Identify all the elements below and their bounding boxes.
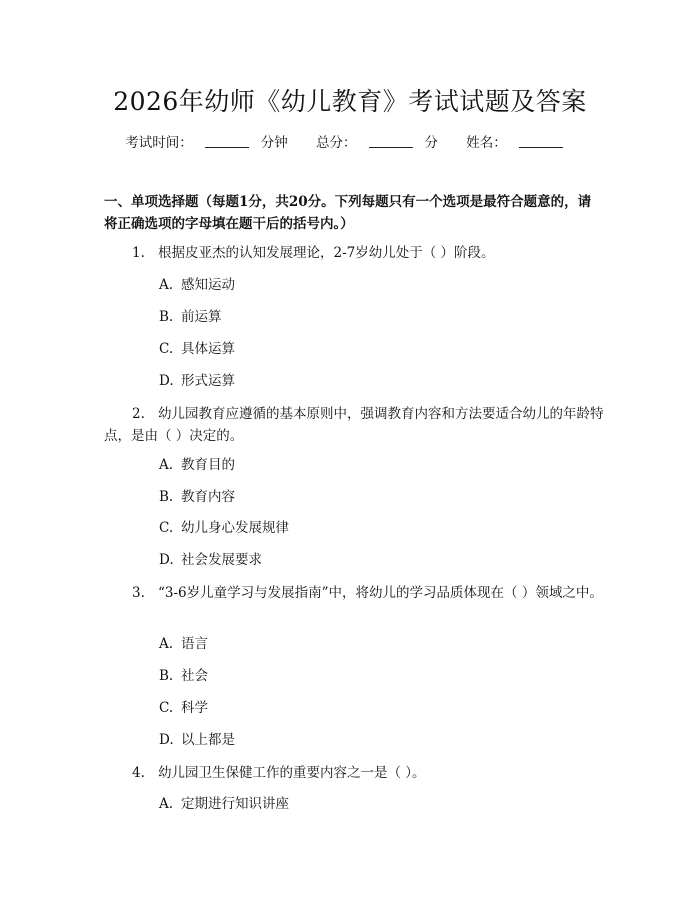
exam-time-blank[interactable] — [205, 134, 249, 148]
question-number: 1. — [132, 245, 145, 261]
option-3b — [159, 666, 208, 686]
exam-name — [466, 131, 575, 151]
page-title: 2026年幼师《幼儿教育》考试试题及答案 — [113, 87, 587, 116]
option-text: 前运算 — [181, 309, 222, 325]
question-text: 幼儿园卫生保健工作的重要内容之一是（ ）。 — [158, 765, 426, 781]
option-text: 教育目的 — [181, 457, 235, 473]
option-1c — [159, 339, 235, 359]
option-text: 感知运动 — [181, 277, 235, 293]
option-text: 科学 — [181, 700, 208, 716]
option-letter: C. — [159, 520, 174, 536]
option-text: 教育内容 — [181, 489, 235, 505]
question-2 — [104, 403, 604, 447]
exam-score — [316, 131, 438, 151]
option-3d — [159, 730, 235, 750]
option-letter: A. — [159, 636, 174, 652]
option-letter: A. — [159, 277, 174, 293]
exam-time-label: 考试时间： — [125, 135, 193, 151]
option-1b — [159, 307, 222, 327]
question-4 — [104, 762, 604, 784]
option-4a — [159, 794, 289, 814]
exam-score-blank[interactable] — [369, 134, 413, 148]
exam-score-label: 总分： — [316, 135, 357, 151]
exam-name-blank[interactable] — [519, 134, 563, 148]
option-3a — [159, 634, 208, 654]
option-letter: A. — [159, 796, 174, 812]
question-text: 幼儿园教育应遵循的基本原则中，强调教育内容和方法要适合幼儿的年龄特点，是由（ ）决定的。 — [104, 406, 604, 444]
option-2b — [159, 487, 235, 507]
question-1 — [104, 242, 604, 264]
option-letter: C. — [159, 341, 174, 357]
option-letter: B. — [159, 668, 174, 684]
option-2c — [159, 518, 289, 538]
option-text: 定期进行知识讲座 — [181, 796, 289, 812]
option-letter: B. — [159, 309, 174, 325]
option-letter: D. — [159, 552, 174, 568]
option-text: 具体运算 — [181, 341, 235, 357]
option-letter: A. — [159, 457, 174, 473]
option-letter: D. — [159, 373, 174, 389]
option-text: 社会 — [181, 668, 208, 684]
exam-time-unit: 分钟 — [260, 135, 288, 151]
question-text: “3-6岁儿童学习与发展指南”中，将幼儿的学习品质体现在（ ）领域之中。 — [158, 585, 603, 601]
option-3c — [159, 698, 208, 718]
option-2a — [159, 455, 235, 475]
option-text: 幼儿身心发展规律 — [181, 520, 289, 536]
option-text: 形式运算 — [181, 373, 235, 389]
option-text: 以上都是 — [181, 732, 235, 748]
exam-meta — [0, 131, 700, 151]
option-letter: C. — [159, 700, 174, 716]
option-text: 语言 — [181, 636, 208, 652]
question-number: 3. — [132, 585, 145, 601]
option-2d — [159, 550, 262, 570]
option-text: 社会发展要求 — [181, 552, 262, 568]
question-text: 根据皮亚杰的认知发展理论，2-7岁幼儿处于（ ）阶段。 — [158, 245, 495, 261]
question-3 — [104, 582, 604, 604]
option-letter: D. — [159, 732, 174, 748]
option-1d — [159, 371, 235, 391]
question-number: 4. — [132, 765, 145, 781]
option-letter: B. — [159, 489, 174, 505]
exam-time — [125, 131, 288, 151]
section-heading: 一、单项选择题（每题1分，共20分。下列每题只有一个选项是最符合题意的，请将正确选项的字母填在题干后的括号内。） — [104, 194, 592, 232]
question-number: 2. — [132, 406, 145, 422]
exam-name-label: 姓名： — [466, 135, 507, 151]
exam-score-unit: 分 — [424, 135, 438, 151]
option-1a — [159, 275, 235, 295]
